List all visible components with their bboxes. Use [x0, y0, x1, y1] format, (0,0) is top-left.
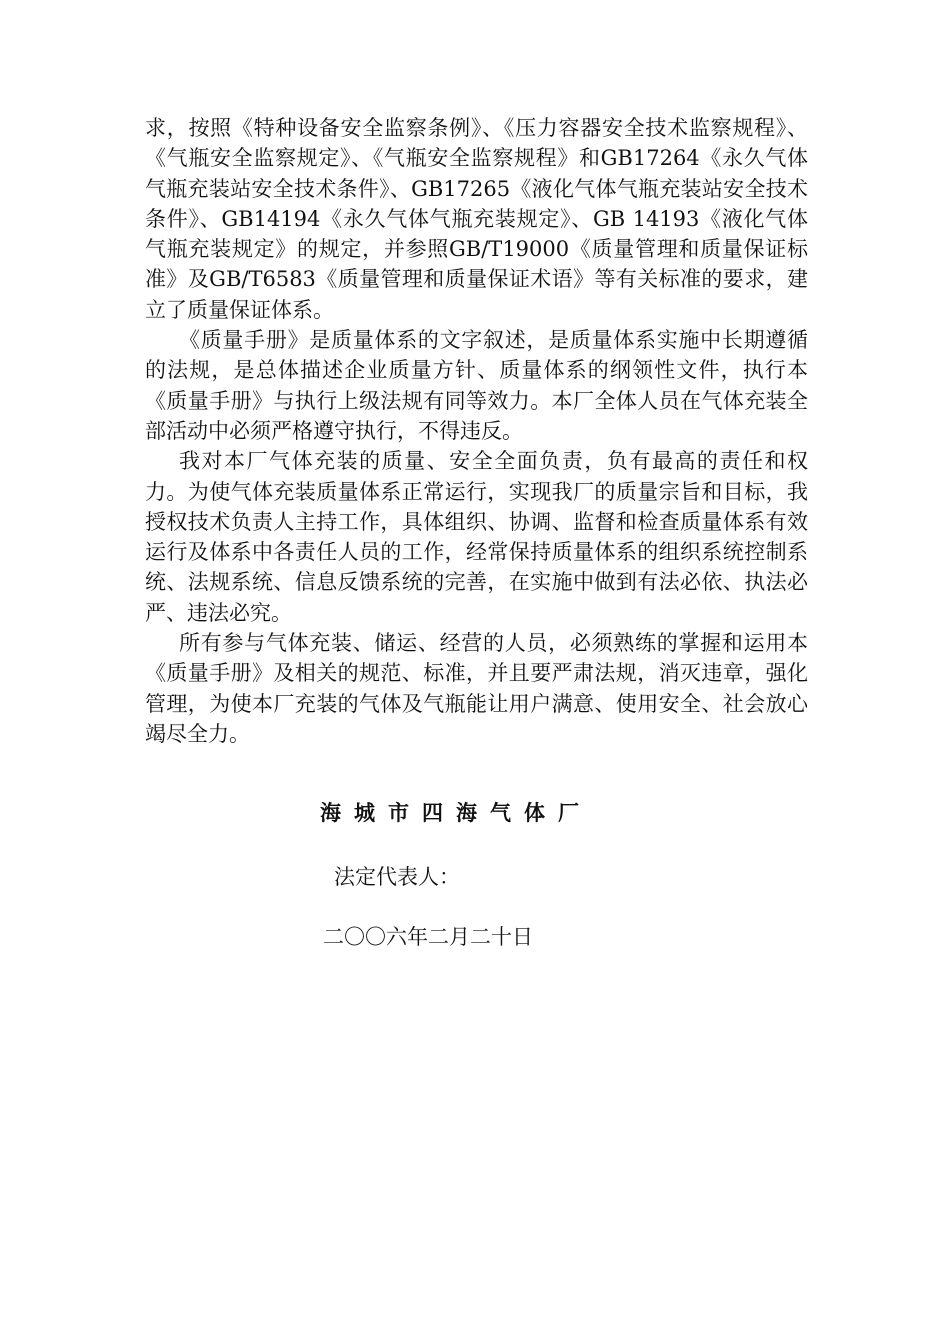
signature-date: 二〇〇六年二月二十日	[323, 925, 533, 949]
paragraph-responsibility: 我对本厂气体充装的质量、安全全面负责，负有最高的责任和权力。为使气体充装质量体系正常运行，实现我厂的质量宗旨和目标，我授权技术负责人主持工作，具体组织、协调、监督和检查质量体系有效运行及体系中各责任人员的工作，经常保持质量体系的组织系统控制系统、法规系统、信息反馈系统的完善，在实施中做到有法必依、执法必严、违法必究。	[145, 449, 808, 625]
signature-organization: 海城市四海气体厂	[320, 801, 592, 825]
paragraph-staff-requirements: 所有参与气体充装、储运、经营的人员，必须熟练的掌握和运用本《质量手册》及相关的规范、标准，并且要严肃法规，消灭违章，强化管理，为使本厂充装的气体及气瓶能让用户满意、使用安全、社会放心竭尽全力。	[145, 631, 808, 746]
legal-representative-label: 法定代表人：	[334, 865, 460, 889]
body-text	[145, 113, 808, 749]
paragraph-quality-manual: 《质量手册》是质量体系的文字叙述，是质量体系实施中长期遵循的法规，是总体描述企业质量方针、质量体系的纲领性文件，执行本《质量手册》与执行上级法规有同等效力。本厂全体人员在气体充装全部活动中必须严格遵守执行，不得违反。	[145, 328, 808, 443]
paragraph-standards: 求，按照《特种设备安全监察条例》、《压力容器安全技术监察规程》、《气瓶安全监察规定》、《气瓶安全监察规程》和GB17264《永久气体气瓶充装站安全技术条件》、GB17265《液化气体气瓶充装站安全技术条件》、GB14194《永久气体气瓶充装规定》、GB 14193《液化气体气瓶充装规定》的规定，并参照GB/T19000《质量管理和质量保证标准》及GB/T6583《质量管理和质量保证术语》等有关标准的要求，建立了质量保证体系。	[145, 116, 808, 322]
